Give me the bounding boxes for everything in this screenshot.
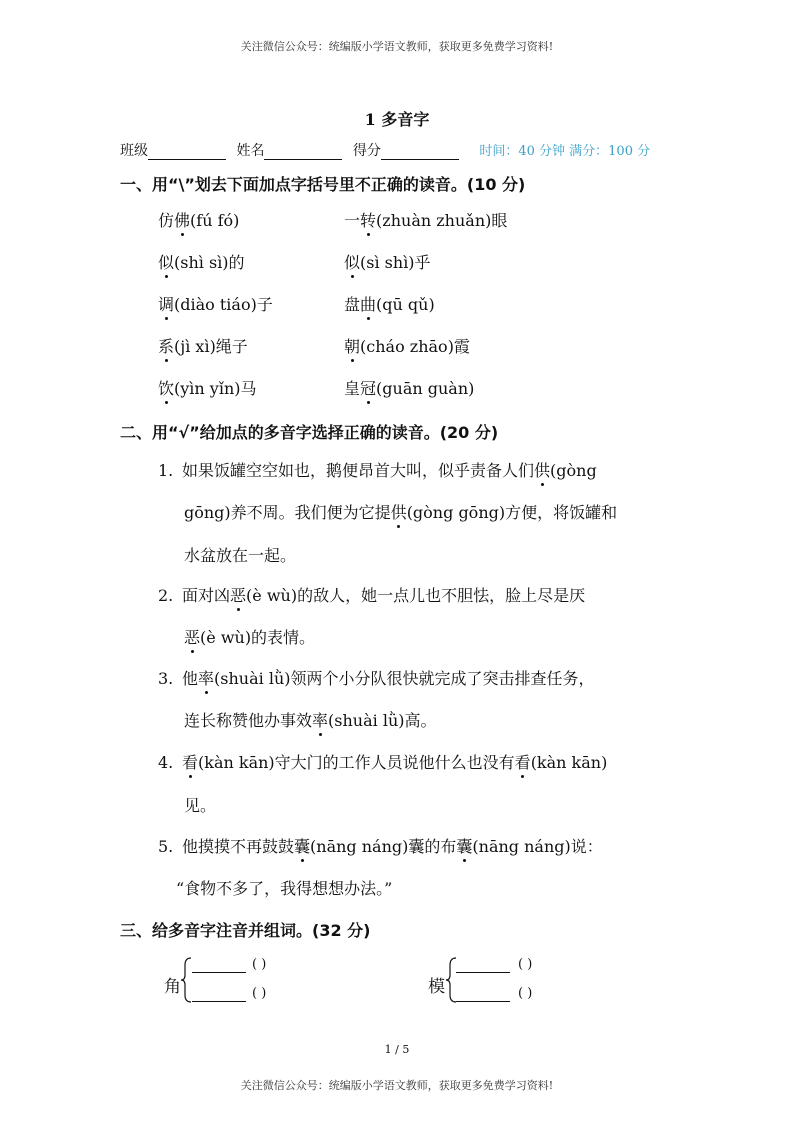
dotted-char: 佛 xyxy=(174,208,190,231)
section3-heading: 三、给多音字注音并组词。(32 分) xyxy=(120,921,371,940)
answer-blank[interactable] xyxy=(192,972,246,973)
dotted-char: 饮 xyxy=(158,376,174,399)
s2-q4-line2: 见。 xyxy=(184,796,217,815)
s2-q1-line1: 1. 如果饭罐空空如也，鹅便昂首大叫，似乎责备人们供(gòng xyxy=(158,458,597,481)
dotted-char: 调 xyxy=(158,292,174,315)
dotted-char: 供 xyxy=(391,500,407,523)
s2-q2-line1: 2. 面对凶恶(è wù)的敌人，她一点儿也不胆怯，脸上尽是厌 xyxy=(158,583,585,606)
brace-icon xyxy=(445,957,457,1003)
s1-item-10: 皇冠(guān guàn) xyxy=(344,376,474,399)
dotted-char: 供 xyxy=(534,458,550,481)
page-header: 关注微信公众号：统编版小学语文教师，获取更多免费学习资料! xyxy=(240,40,554,53)
s2-q3-line1: 3. 他率(shuài lǜ)领两个小分队很快就完成了突击排查任务， xyxy=(158,666,595,689)
s1-item-6: 盘曲(qū qǔ) xyxy=(344,292,435,315)
name-blank[interactable] xyxy=(264,144,342,160)
word-paren[interactable]: ( ) xyxy=(252,957,267,972)
s2-q5-line2: “食物不多了，我得想想办法。” xyxy=(176,879,393,898)
word-paren[interactable]: ( ) xyxy=(518,986,533,1001)
dotted-char: 看 xyxy=(515,750,531,773)
s2-q5-line1: 5. 他摸摸不再鼓鼓囊(nāng náng)囊的布囊(nāng náng)说： xyxy=(158,834,603,857)
s1-item-5: 调(diào tiáo)子 xyxy=(158,292,273,315)
section2-heading: 二、用“√”给加点的多音字选择正确的读音。(20 分) xyxy=(120,423,499,442)
section1-heading: 一、用“\”划去下面加点字括号里不正确的读音。(10 分) xyxy=(120,175,526,194)
s2-q4-line1: 4. 看(kàn kān)守大门的工作人员说他什么也没有看(kàn kān) xyxy=(158,750,607,773)
s2-q1-line3: 水盆放在一起。 xyxy=(184,546,297,565)
dotted-char: 恶 xyxy=(230,583,246,606)
score-label: 得分 xyxy=(352,143,381,159)
s1-item-9: 饮(yìn yǐn)马 xyxy=(158,376,257,399)
s1-item-8: 朝(cháo zhāo)霞 xyxy=(344,334,470,357)
info-line xyxy=(120,140,650,160)
brace-icon xyxy=(180,957,192,1003)
dotted-char: 转 xyxy=(360,208,376,231)
s1-item-7: 系(jì xì)绳子 xyxy=(158,334,248,357)
dotted-char: 冠 xyxy=(360,376,376,399)
answer-blank[interactable] xyxy=(456,972,510,973)
page-title: 1 多音字 xyxy=(364,110,430,129)
page-number: 1 / 5 xyxy=(384,1043,410,1056)
dotted-char: 恶 xyxy=(184,625,200,648)
class-label: 班级 xyxy=(120,143,148,159)
dotted-char: 看 xyxy=(182,750,198,773)
answer-blank[interactable] xyxy=(192,1001,246,1002)
dotted-char: 似 xyxy=(344,250,360,273)
page-footer: 关注微信公众号：统编版小学语文教师，获取更多免费学习资料! xyxy=(240,1079,554,1092)
dotted-char: 率 xyxy=(198,666,214,689)
dotted-char: 囊 xyxy=(456,834,472,857)
name-label: 姓名 xyxy=(236,143,265,159)
dotted-char: 系 xyxy=(158,334,174,357)
word-paren[interactable]: ( ) xyxy=(252,986,267,1001)
s1-item-4: 似(sì shì)乎 xyxy=(344,250,431,273)
s2-q2-line2: 恶(è wù)的表情。 xyxy=(184,625,315,648)
dotted-char: 率 xyxy=(312,708,328,731)
s3-char-1: 角 xyxy=(164,977,181,997)
s3-char-2: 模 xyxy=(428,977,445,997)
s2-q3-line2: 连长称赞他办事效率(shuài lǜ)高。 xyxy=(184,708,437,731)
time-info: 时间：40 分钟 满分：100 分 xyxy=(479,144,651,159)
s1-item-3: 似(shì sì)的 xyxy=(158,250,245,273)
s2-q1-line2: gōng)养不周。我们便为它提供(gòng gōng)方便，将饭罐和 xyxy=(184,500,617,523)
dotted-char: 囊 xyxy=(294,834,310,857)
dotted-char: 曲 xyxy=(360,292,376,315)
answer-blank[interactable] xyxy=(456,1001,510,1002)
s1-item-2: 一转(zhuàn zhuǎn)眼 xyxy=(344,208,507,231)
s1-item-1: 仿佛(fú fó) xyxy=(158,208,239,231)
score-blank[interactable] xyxy=(381,144,459,160)
dotted-char: 朝 xyxy=(344,334,360,357)
class-blank[interactable] xyxy=(148,144,226,160)
dotted-char: 似 xyxy=(158,250,174,273)
word-paren[interactable]: ( ) xyxy=(518,957,533,972)
